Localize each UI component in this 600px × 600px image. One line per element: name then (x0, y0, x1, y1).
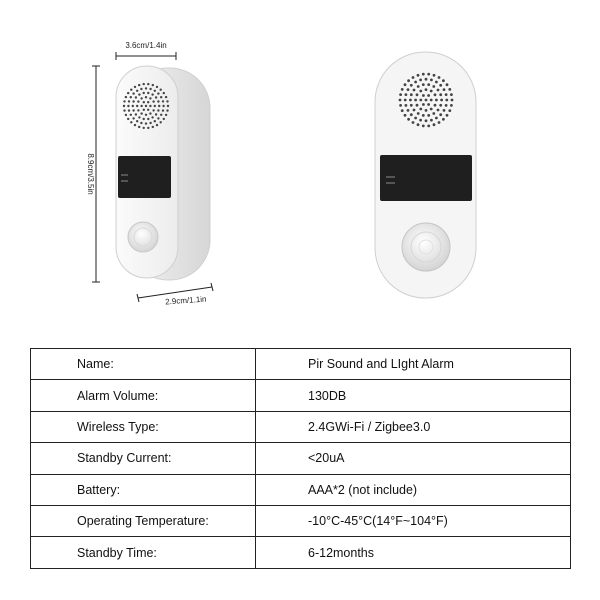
table-row (31, 505, 571, 536)
spec-label: Battery: (31, 474, 256, 505)
spec-value: 130DB (256, 380, 571, 411)
device-angled-view (116, 66, 210, 280)
table-row (31, 411, 571, 442)
spec-value: Pir Sound and LIght Alarm (256, 349, 571, 380)
pir-sensor-icon (128, 222, 158, 252)
depth-dimension (137, 283, 213, 306)
table-row (31, 537, 571, 568)
width-label: 3.6cm/1.4in (125, 41, 167, 50)
table-row (31, 380, 571, 411)
spec-label: Standby Current: (31, 443, 256, 474)
height-label: 8.9cm/3.5in (86, 153, 95, 195)
spec-value: AAA*2 (not include) (256, 474, 571, 505)
spec-label: Wireless Type: (31, 411, 256, 442)
spec-label: Alarm Volume: (31, 380, 256, 411)
table-row (31, 474, 571, 505)
depth-label: 2.9cm/1.1in (164, 294, 207, 307)
spec-table (30, 348, 571, 569)
spec-label: Name: (31, 349, 256, 380)
height-dimension (86, 66, 100, 282)
spec-value: <20uA (256, 443, 571, 474)
width-dimension (116, 41, 176, 60)
spec-value: -10°C-45°C(14°F~104°F) (256, 505, 571, 536)
spec-label: Standby Time: (31, 537, 256, 568)
table-row (31, 443, 571, 474)
spec-value: 6-12months (256, 537, 571, 568)
pir-sensor-icon (402, 223, 450, 271)
spec-label: Operating Temperature: (31, 505, 256, 536)
spec-value: 2.4GWi-Fi / Zigbee3.0 (256, 411, 571, 442)
display-window (118, 156, 171, 198)
device-front-view (375, 52, 476, 298)
table-row (31, 349, 571, 380)
